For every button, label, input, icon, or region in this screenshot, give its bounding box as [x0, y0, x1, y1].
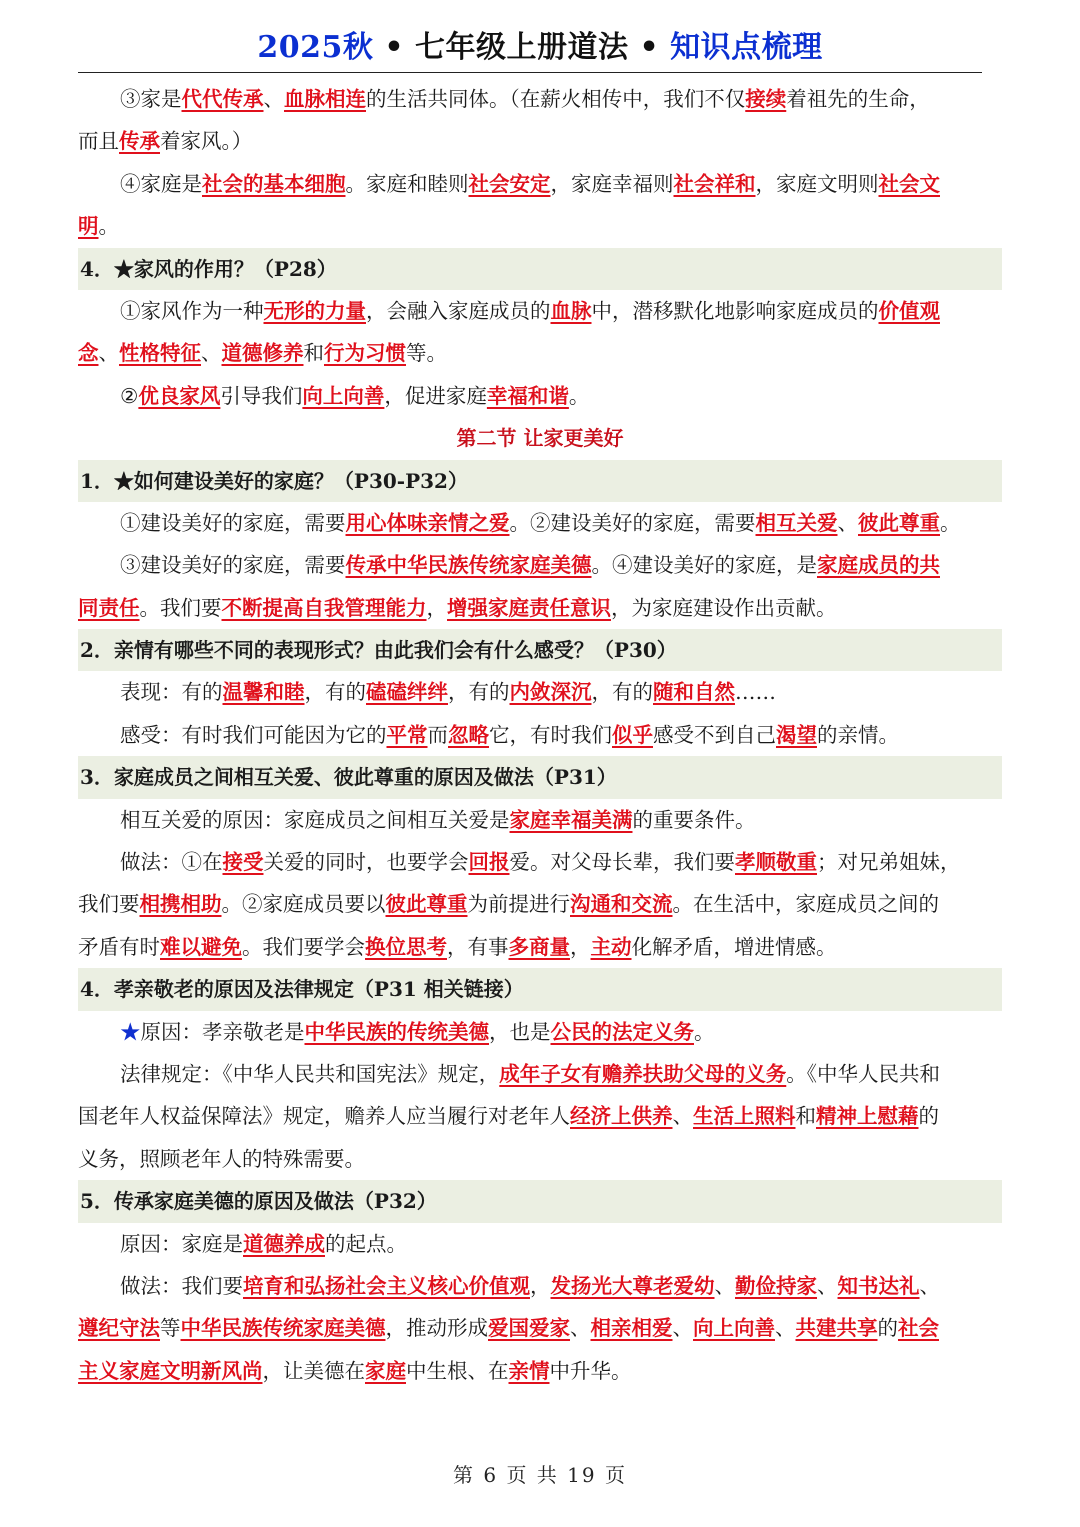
text-segment: 4．孝亲敬老的原因及法律规定（P31 相关链接） — [80, 977, 524, 1002]
header-topic: 知识点梳理 — [670, 30, 823, 65]
keyword: 彼此尊重 — [385, 892, 468, 917]
text-line — [78, 1011, 1002, 1053]
keyword: 向上向善 — [693, 1316, 775, 1341]
text-segment: 、 — [98, 341, 119, 366]
text-segment: ， — [570, 934, 591, 959]
text-segment: 法律规定：《中华人民共和国宪法》规定， — [120, 1061, 500, 1086]
keyword: 传承中华民族传统家庭美德 — [345, 553, 592, 578]
text-line — [78, 332, 1002, 374]
text-segment: 、 — [837, 510, 858, 535]
text-segment: ，有的 — [591, 680, 653, 705]
text-segment: 。在生活中，家庭成员之间的 — [672, 892, 939, 917]
text-segment: ①家风作为一种 — [120, 298, 264, 323]
text-segment: ，促进家庭 — [384, 383, 487, 408]
text-segment: 中，潜移默化地影响家庭成员的 — [591, 298, 879, 323]
keyword: 家庭 — [365, 1358, 406, 1383]
text-segment: 。《中华人民共和 — [786, 1061, 940, 1086]
keyword: 相互关爱 — [755, 510, 838, 535]
keyword: 性格特征 — [119, 341, 201, 366]
text-segment: 的生活共同体。（在薪火相传中，我们不仅 — [366, 87, 746, 111]
text-line — [78, 671, 1002, 713]
text-line — [78, 799, 1002, 841]
text-segment: ， — [530, 1273, 551, 1298]
text-segment: 。我们要学会 — [242, 934, 365, 959]
text-segment: ，会融入家庭成员的 — [366, 298, 551, 323]
text-line — [78, 1223, 1002, 1265]
keyword: 念 — [78, 341, 99, 366]
question-heading — [78, 968, 1002, 1010]
text-segment: 义务，照顾老年人的特殊需要。 — [78, 1146, 365, 1171]
text-segment: 2．亲情有哪些不同的表现形式？由此我们会有什么感受？（P30） — [80, 638, 677, 663]
text-segment: 。 — [940, 510, 961, 535]
keyword: 亲情 — [508, 1358, 550, 1383]
text-segment: 、 — [201, 341, 222, 366]
keyword: 家庭幸福美满 — [509, 807, 633, 832]
text-line — [78, 1307, 1002, 1349]
keyword: 接受 — [222, 850, 264, 875]
text-line — [78, 841, 1002, 883]
keyword: 公民的法定义务 — [550, 1019, 694, 1044]
text-segment: 、 — [817, 1273, 838, 1298]
text-segment: 5．传承家庭美德的原因及做法（P32） — [80, 1189, 437, 1214]
text-segment: ② — [120, 383, 139, 408]
keyword: 随和自然 — [653, 680, 735, 705]
keyword: 培育和弘扬社会主义核心价值观 — [243, 1273, 530, 1298]
text-segment: 第二节 让家更美好 — [456, 426, 624, 451]
keyword: 相携相助 — [139, 892, 222, 917]
keyword: 增强家庭责任意识 — [447, 595, 611, 620]
keyword: 渴望 — [776, 722, 817, 747]
text-segment: 关爱的同时，也要学会 — [263, 850, 469, 875]
text-segment: 。 — [98, 214, 119, 239]
text-segment: 。④建设美好的家庭，是 — [591, 553, 817, 578]
keyword: 内敛深沉 — [509, 680, 592, 705]
keyword: 相亲相爱 — [590, 1316, 673, 1341]
header-subject: 七年级上册道法 — [415, 30, 629, 65]
text-segment: 3．家庭成员之间相互关爱、彼此尊重的原因及做法（P31） — [80, 765, 617, 790]
keyword: 代代传承 — [181, 87, 264, 111]
keyword: 换位思考 — [365, 934, 447, 959]
text-segment: 。②家庭成员要以 — [221, 892, 386, 917]
question-heading — [78, 629, 1002, 671]
keyword: 同责任 — [78, 595, 140, 620]
question-heading — [78, 460, 1002, 502]
text-segment: ③家是 — [120, 87, 182, 111]
text-segment: ，有的 — [304, 680, 366, 705]
keyword: 遵纪守法 — [78, 1316, 160, 1341]
text-segment: 的起点。 — [325, 1231, 407, 1256]
text-segment: 。 — [568, 383, 590, 408]
keyword: 知书达礼 — [837, 1273, 920, 1298]
keyword: 忽略 — [448, 722, 489, 747]
keyword: 传承 — [119, 129, 160, 154]
question-heading — [78, 1180, 1002, 1222]
text-line — [78, 926, 1002, 968]
text-segment: 我们要 — [78, 892, 140, 917]
document-body — [78, 78, 1002, 1392]
text-segment: ，有的 — [448, 680, 510, 705]
text-segment: 爱。对父母长辈，我们要 — [509, 850, 735, 875]
text-segment: 、 — [672, 1316, 693, 1341]
text-segment: 1．★如何建设美好的家庭？（P30-P32） — [80, 468, 468, 493]
keyword: 平常 — [386, 722, 428, 747]
text-line — [78, 205, 1002, 247]
text-segment: 而 — [427, 722, 448, 747]
star-icon: ★ — [120, 1019, 141, 1044]
keyword: 向上向善 — [302, 383, 385, 408]
keyword: 回报 — [468, 850, 510, 875]
text-segment: 的重要条件。 — [632, 807, 756, 832]
text-line — [78, 163, 1002, 205]
keyword: 沟通和交流 — [570, 892, 673, 917]
text-segment: 做法：我们要 — [120, 1273, 243, 1298]
text-segment: 。 — [694, 1019, 715, 1044]
text-segment: 。②建设美好的家庭，需要 — [509, 510, 756, 535]
text-segment: 感受：有时我们可能因为它的 — [120, 722, 387, 747]
text-segment: 中生根、在 — [406, 1358, 509, 1383]
text-segment: ，让美德在 — [262, 1358, 365, 1383]
keyword: 道德修养 — [221, 341, 304, 366]
keyword: 接续 — [745, 87, 787, 111]
header-rule — [78, 72, 982, 73]
text-segment: ，为家庭建设作出贡献。 — [611, 595, 837, 620]
text-segment: 感受不到自己 — [653, 722, 776, 747]
text-segment: 等。 — [406, 341, 447, 366]
text-segment: ；对兄弟姐妹， — [817, 850, 961, 875]
text-line — [78, 1350, 1002, 1392]
keyword: 共建共享 — [795, 1316, 878, 1341]
keyword: 经济上供养 — [570, 1104, 673, 1129]
text-line — [78, 714, 1002, 756]
keyword: 磕磕绊绊 — [366, 680, 448, 705]
text-line — [78, 502, 1002, 544]
keyword: 彼此尊重 — [858, 510, 940, 535]
keyword: 血脉相连 — [284, 87, 366, 111]
text-line — [78, 883, 1002, 925]
header-dot: • — [384, 30, 405, 65]
text-segment: 。我们要 — [139, 595, 222, 620]
text-line — [78, 1095, 1002, 1137]
text-segment: 、 — [263, 87, 284, 111]
keyword: 主动 — [590, 934, 632, 959]
keyword: 行为习惯 — [324, 341, 406, 366]
text-segment: 的 — [918, 1104, 939, 1129]
keyword: 用心体味亲情之爱 — [345, 510, 510, 535]
text-line — [78, 290, 1002, 332]
text-segment: 和 — [795, 1104, 816, 1129]
text-segment: …… — [735, 680, 776, 705]
text-line — [78, 544, 1002, 586]
text-segment: ，有事 — [447, 934, 509, 959]
keyword: 道德养成 — [243, 1231, 325, 1256]
text-segment: ， — [426, 595, 447, 620]
text-segment: 相互关爱的原因：家庭成员之间相互关爱是 — [120, 807, 510, 832]
keyword: 成年子女有赡养扶助父母的义务 — [499, 1061, 787, 1086]
keyword: 难以避免 — [160, 934, 242, 959]
text-segment: ①建设美好的家庭，需要 — [120, 510, 346, 535]
text-segment: 着家风。） — [160, 129, 253, 154]
keyword: 温馨和睦 — [222, 680, 305, 705]
question-heading — [78, 756, 1002, 798]
keyword: 血脉 — [550, 298, 592, 323]
text-segment: 化解矛盾，增进情感。 — [631, 934, 837, 959]
text-segment: 做法：①在 — [120, 850, 223, 875]
text-segment: ，家庭幸福则 — [550, 171, 674, 196]
text-segment: 国老年人权益保障法》规定，赡养人应当履行对老年人 — [78, 1104, 570, 1129]
text-line — [78, 375, 1002, 417]
text-segment: 原因：孝亲敬老是 — [140, 1019, 305, 1044]
text-segment: 为前提进行 — [467, 892, 570, 917]
page-header — [0, 22, 1080, 66]
text-line — [78, 1053, 1002, 1095]
text-line — [78, 1138, 1002, 1180]
text-segment: 矛盾有时 — [78, 934, 160, 959]
keyword: 勤俭持家 — [735, 1273, 817, 1298]
text-segment: ③建设美好的家庭，需要 — [120, 553, 346, 578]
keyword: 精神上慰藉 — [816, 1104, 919, 1129]
text-segment: 的 — [877, 1316, 898, 1341]
text-segment: 、 — [919, 1273, 940, 1298]
text-segment: 、 — [672, 1104, 693, 1129]
text-segment: 引导我们 — [220, 383, 303, 408]
keyword: 主义家庭文明新风尚 — [78, 1358, 263, 1383]
keyword: 爱国爱家 — [488, 1316, 570, 1341]
keyword: 不断提高自我管理能力 — [221, 595, 427, 620]
text-segment: ④家庭是 — [120, 171, 202, 196]
text-segment: 、 — [714, 1273, 735, 1298]
text-segment: ，家庭文明则 — [755, 171, 879, 196]
text-line — [78, 587, 1002, 629]
text-segment: 表现：有的 — [120, 680, 223, 705]
keyword: 明 — [78, 214, 99, 239]
keyword: 中华民族的传统美德 — [304, 1019, 489, 1044]
section-title — [78, 417, 1002, 459]
keyword: 价值观 — [878, 298, 940, 323]
page-footer: 第 6 页 共 19 页 — [453, 1463, 627, 1487]
text-segment: 而且 — [78, 129, 119, 154]
keyword: 社会文 — [878, 171, 940, 196]
keyword: 社会安定 — [468, 171, 551, 196]
text-segment: 、 — [570, 1316, 591, 1341]
keyword: 中华民族传统家庭美德 — [180, 1316, 386, 1341]
text-segment: 和 — [303, 341, 324, 366]
text-segment: ，也是 — [489, 1019, 551, 1044]
keyword: 无形的力量 — [263, 298, 366, 323]
text-segment: 。家庭和睦则 — [345, 171, 469, 196]
text-segment: 它，有时我们 — [489, 722, 612, 747]
keyword: 多商量 — [508, 934, 570, 959]
keyword: 幸福和谐 — [486, 383, 569, 408]
text-segment: 、 — [775, 1316, 796, 1341]
keyword: 优良家风 — [138, 383, 221, 408]
text-segment: 原因：家庭是 — [120, 1231, 243, 1256]
keyword: 社会的基本细胞 — [202, 171, 346, 196]
keyword: 发扬光大尊老爱幼 — [550, 1273, 715, 1298]
text-segment: 中升华。 — [549, 1358, 632, 1383]
header-dot: • — [639, 30, 660, 65]
text-segment: ，推动形成 — [385, 1316, 488, 1341]
text-segment: 的亲情。 — [817, 722, 899, 747]
keyword: 家庭成员的共 — [817, 553, 940, 578]
keyword: 生活上照料 — [693, 1104, 796, 1129]
text-segment: 4．★家风的作用？（P28） — [80, 256, 337, 281]
keyword: 社会 — [898, 1316, 939, 1341]
text-segment: 着祖先的生命， — [786, 87, 930, 111]
keyword: 似乎 — [612, 722, 653, 747]
keyword: 社会祥和 — [673, 171, 756, 196]
text-line — [78, 120, 1002, 162]
keyword: 孝顺敬重 — [735, 850, 817, 875]
text-line — [78, 1265, 1002, 1307]
text-line — [78, 78, 1002, 120]
text-segment: 等 — [160, 1316, 181, 1341]
header-year: 2025秋 — [257, 30, 374, 65]
question-heading — [78, 248, 1002, 290]
